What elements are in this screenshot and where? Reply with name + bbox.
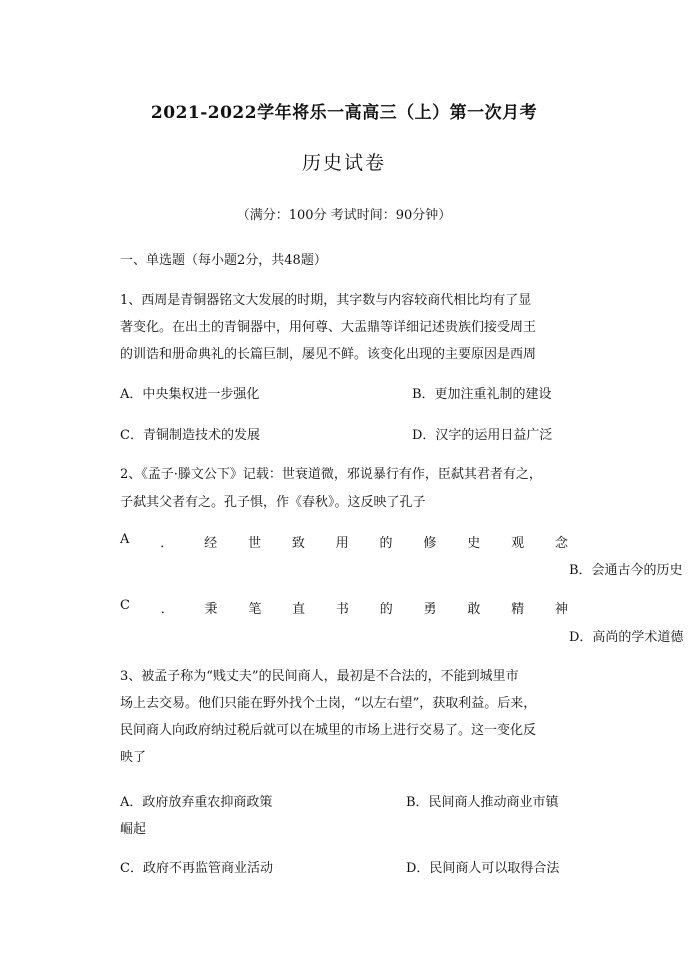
q1-option-a: A．中央集权进一步强化 [120,387,260,402]
q2-option-c-char: 敢 [467,602,481,617]
q2-option-c-char: ． [160,602,174,617]
q2-option-c-char: 神 [554,602,568,617]
q2-option-a-char: ． [160,536,174,551]
q3-option-b: B．民间商人推动商业市镇 [406,795,559,810]
q1-option-c: C．青铜制造技术的发展 [120,428,260,443]
q2-option-a-char: 的 [379,536,393,551]
exam-meta: （满分：100分 考试时间：90分钟） [236,208,452,223]
q3-stem-line-2: 场上去交易。他们只能在野外找个土岗，“以左右望”，获取利益。后来， [120,696,537,711]
q2-option-a-char: 用 [335,536,349,551]
q2-option-c-char: 的 [379,602,393,617]
q2-option-c [120,598,568,617]
q2-stem-line-2: 子弑其父者有之。孔子惧，作《春秋》。这反映了孔子 [120,495,426,510]
q1-option-b: B．更加注重礼制的建设 [412,387,552,402]
q2-option-a-char: 经 [204,536,218,551]
q3-option-b-continued: 崛起 [120,822,147,837]
q3-stem-line-3: 民间商人向政府纳过税后就可以在城里的市场上进行交易了。这一变化反 [120,723,537,738]
q1-option-d: D．汉字的运用日益广泛 [412,428,553,443]
q2-option-c-char: C [120,598,130,613]
section-heading: 一、单选题（每小题2分，共48题） [120,253,327,268]
q2-stem-line-1: 2、《孟子·滕文公下》记载：世衰道微，邪说暴行有作，臣弑其君者有之， [120,467,542,482]
q1-stem-line-2: 著变化。在出土的青铜器中，用何尊、大盂鼎等详细记述贵族们接受周王 [120,320,537,335]
q2-option-b: B．会通古今的历史 [569,563,683,578]
q2-option-a-char: 修 [423,536,437,551]
q3-stem-line-1: 3、被孟子称为“贱丈夫”的民间商人，最初是不合法的，不能到城里市 [120,669,519,684]
q2-option-c-char: 勇 [423,602,437,617]
q1-stem-line-1: 1、西周是青铜器铭文大发展的时期，其字数与内容较商代相比均有了显 [120,293,532,308]
q1-stem-line-3: 的训诰和册命典礼的长篇巨制，屡见不鲜。该变化出现的主要原因是西周 [120,347,537,362]
q2-option-a-char: 世 [247,536,261,551]
q2-option-c-char: 精 [511,602,525,617]
q2-option-c-char: 秉 [204,602,218,617]
q2-option-d: D．高尚的学术道德 [569,630,684,645]
q2-option-a-char: 史 [467,536,481,551]
q3-stem-line-4: 映了 [120,750,147,765]
q2-option-c-char: 书 [335,602,349,617]
q3-option-d: D．民间商人可以取得合法 [406,861,560,876]
q2-option-a-char: 观 [511,536,525,551]
q2-option-a-char: A [120,532,130,547]
q3-option-a: A．政府放弃重农抑商政策 [120,795,273,810]
q3-option-c: C．政府不再监管商业活动 [120,861,273,876]
q2-option-c-char: 直 [292,602,306,617]
q2-option-a-char: 念 [554,536,568,551]
exam-subject: 历史试卷 [301,152,386,174]
q2-option-c-char: 笔 [248,602,262,617]
q2-option-a-char: 致 [291,536,305,551]
exam-title: 2021-2022学年将乐一高高三（上）第一次月考 [150,103,538,123]
q2-option-a [120,532,568,551]
